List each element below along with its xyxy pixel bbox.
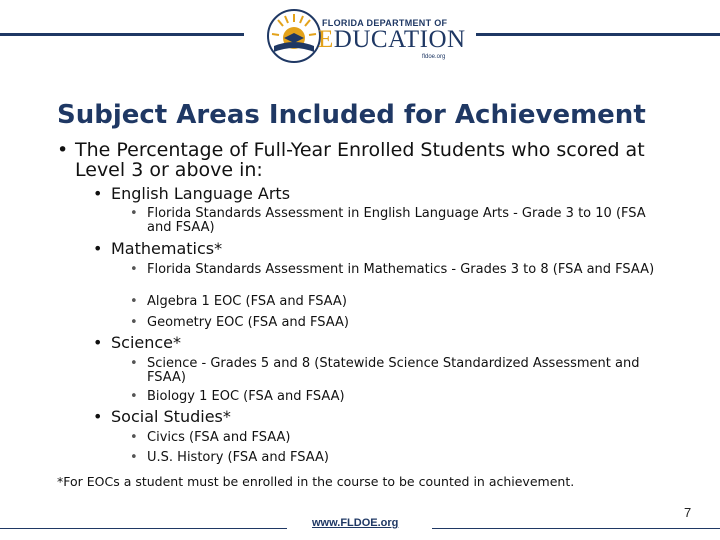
list-item xyxy=(130,390,670,404)
footnote: *For EOCs a student must be enrolled in the course to be counted in achievement. xyxy=(57,474,575,489)
list-item-text: U.S. History (FSA and FSAA) xyxy=(147,450,329,465)
main-bullet xyxy=(57,140,677,180)
logo-rest-letters: DUCATION xyxy=(333,26,466,53)
list-item xyxy=(130,295,670,309)
list-item-text: Biology 1 EOC (FSA and FSAA) xyxy=(147,389,345,404)
list-item xyxy=(130,357,670,385)
header-rule-left xyxy=(0,33,244,36)
header-rule-right xyxy=(476,33,720,36)
bullet-dot-icon: • xyxy=(130,294,138,309)
bullet-dot-icon: • xyxy=(130,430,138,445)
list-item xyxy=(130,451,670,465)
logo-url-text: fldoe.org xyxy=(422,54,446,60)
footer-rule-left xyxy=(0,528,287,529)
bullet-dot-icon: • xyxy=(130,315,138,330)
bullet-dot-icon: • xyxy=(130,389,138,404)
list-item-text: Geometry EOC (FSA and FSAA) xyxy=(147,315,350,330)
subject-mathematics xyxy=(93,240,222,258)
list-item-text: Florida Standards Assessment in English Language Arts - Grade 3 to 10 (FSA and FSAA) xyxy=(147,206,646,235)
slide-title: Subject Areas Included for Achievement xyxy=(57,100,646,130)
page-number: 7 xyxy=(684,505,692,520)
fldoe-logo xyxy=(266,8,466,64)
list-item xyxy=(130,207,670,235)
list-item xyxy=(130,316,670,330)
bullet-dot-icon: • xyxy=(93,333,103,352)
bullet-dot-icon: • xyxy=(130,206,138,221)
bullet-dot-icon: • xyxy=(93,407,103,426)
list-item xyxy=(130,263,670,277)
subject-science xyxy=(93,334,181,352)
bullet-dot-icon: • xyxy=(93,239,103,258)
main-bullet-text: The Percentage of Full-Year Enrolled Students who scored at Level 3 or above in: xyxy=(75,139,645,181)
subject-label: Science* xyxy=(111,333,182,352)
bullet-dot-icon: • xyxy=(130,356,138,371)
list-item xyxy=(130,431,670,445)
bullet-dot-icon: • xyxy=(130,262,138,277)
bullet-dot-icon: • xyxy=(93,184,103,203)
list-item-text: Civics (FSA and FSAA) xyxy=(147,430,291,445)
logo-main-text xyxy=(318,26,466,54)
list-item-text: Science - Grades 5 and 8 (Statewide Science Standardized Assessment and FSAA) xyxy=(147,356,640,385)
subject-label: Social Studies* xyxy=(111,407,231,426)
list-item-text: Florida Standards Assessment in Mathematics - Grades 3 to 8 (FSA and FSAA) xyxy=(147,262,655,277)
footer-rule-right xyxy=(432,528,720,529)
sun-seal-icon xyxy=(266,8,322,64)
logo-e-letter: E xyxy=(318,26,334,53)
subject-social-studies xyxy=(93,408,231,426)
bullet-dot-icon: • xyxy=(57,139,69,161)
subject-label: English Language Arts xyxy=(111,184,291,203)
subject-english xyxy=(93,185,290,203)
logo-top-text: FLORIDA DEPARTMENT OF xyxy=(322,18,448,28)
bullet-dot-icon: • xyxy=(130,450,138,465)
list-item-text: Algebra 1 EOC (FSA and FSAA) xyxy=(147,294,347,309)
subject-label: Mathematics* xyxy=(111,239,223,258)
fldoe-website-link[interactable]: www.FLDOE.org xyxy=(312,517,399,529)
